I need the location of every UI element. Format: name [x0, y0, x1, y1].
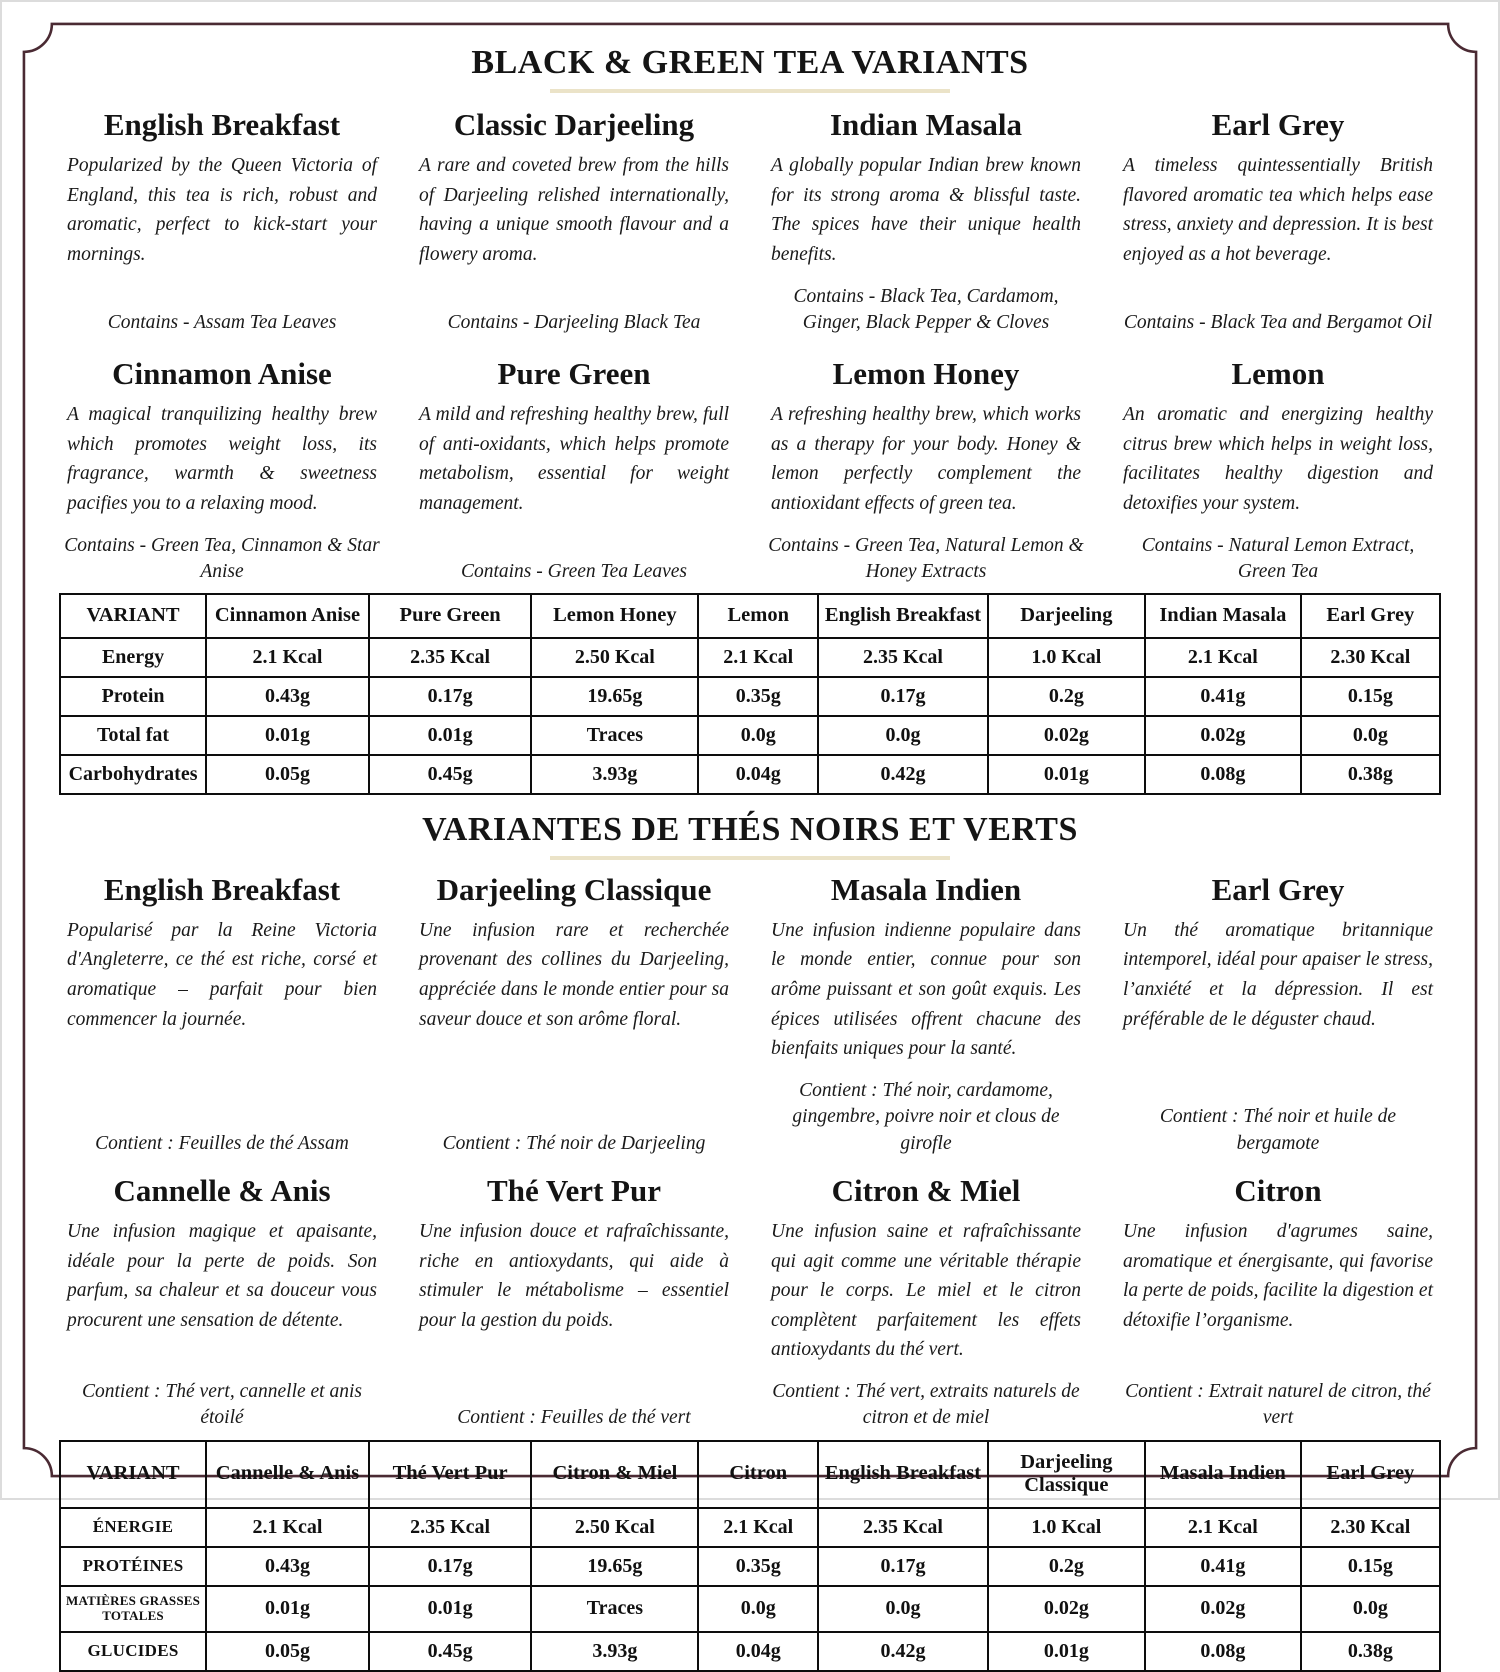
- variant-description: A refreshing healthy brew, which works as a therapy for your body. Honey & lemon perfectly complement the antioxidant effects of green tea.: [771, 404, 1081, 514]
- section-title: BLACK & GREEN TEA VARIANTS: [471, 44, 1029, 81]
- variant-name: Citron: [1234, 1172, 1322, 1208]
- variant-contains: Contient : Extrait naturel de citron, thé vert: [1125, 1381, 1431, 1429]
- variant-description: Une infusion indienne populaire dans le monde entier, connue pour son arôme puissant et son goût exquis. Les épices utilisées offrent chacune des bienfaits uniques pour la santé.: [771, 919, 1081, 1060]
- nutrient-value: Traces: [531, 1586, 698, 1632]
- nutrient-value: 0.01g: [988, 755, 1145, 794]
- nutrient-value: 0.02g: [988, 1586, 1145, 1632]
- nutrient-value: 0.0g: [1301, 1586, 1440, 1632]
- nutrient-label: Total fat: [60, 716, 206, 755]
- section-french: [59, 811, 1441, 1672]
- nutrient-value: 0.02g: [1145, 716, 1301, 755]
- variant-card: [763, 356, 1089, 585]
- variant-name: Thé Vert Pur: [487, 1172, 661, 1208]
- nutrient-value: 0.17g: [818, 677, 988, 716]
- nutrient-value: 2.30 Kcal: [1301, 638, 1440, 677]
- nutrient-value: 0.01g: [988, 1632, 1145, 1671]
- variant-name: Lemon Honey: [832, 356, 1020, 392]
- nutrient-value: 0.43g: [206, 1547, 369, 1586]
- variant-name: Classic Darjeeling: [453, 107, 695, 142]
- variant-description: A globally popular Indian brew known for its strong aroma & blissful taste. The spices have their unique health benefits.: [771, 155, 1081, 265]
- nutrient-value: 2.1 Kcal: [698, 1508, 818, 1547]
- table-variant-header: Pure Green: [369, 594, 532, 638]
- nutrient-value: 0.04g: [698, 755, 818, 794]
- variant-card: [59, 872, 385, 1157]
- nutrient-label: GLUCIDES: [60, 1632, 206, 1671]
- nutrition-table: [59, 1440, 1441, 1672]
- variant-description: Une infusion rare et recherchée provenant des collines du Darjeeling, appréciée dans le monde entier pour sa saveur douce et son arôme floral.: [419, 919, 729, 1030]
- nutrient-value: 2.35 Kcal: [369, 1508, 532, 1547]
- nutrition-table: [59, 593, 1441, 795]
- nutrient-value: 0.08g: [1145, 1632, 1301, 1671]
- nutrient-value: 0.41g: [1145, 677, 1301, 716]
- variant-description: A magical tranquilizing healthy brew which promotes weight loss, its fragrance, warmth & sweetness pacifies you to a relaxing mood.: [67, 404, 377, 514]
- variant-contains: Contains - Black Tea, Cardamom, Ginger, Black Pepper & Cloves: [793, 285, 1059, 333]
- table-variant-header: Citron: [698, 1441, 818, 1508]
- nutrient-value: 0.42g: [818, 1632, 988, 1671]
- table-variant-header: Earl Grey: [1301, 594, 1440, 638]
- table-row: [60, 1547, 1440, 1586]
- table-header-row: [60, 1441, 1440, 1508]
- nutrient-value: 0.08g: [1145, 755, 1301, 794]
- variant-contains: Contains - Assam Tea Leaves: [107, 311, 337, 333]
- variant-contains: Contient : Feuilles de thé Assam: [95, 1132, 349, 1154]
- nutrient-value: 2.35 Kcal: [369, 638, 532, 677]
- table-variant-header: English Breakfast: [818, 594, 988, 638]
- nutrient-value: 0.0g: [1301, 716, 1440, 755]
- nutrient-value: 2.1 Kcal: [1145, 1508, 1301, 1547]
- nutrient-value: 2.1 Kcal: [206, 1508, 369, 1547]
- variant-description: A rare and coveted brew from the hills of Darjeeling relished internationally, having a unique smooth flavour and a flowery aroma.: [419, 155, 729, 265]
- table-row: [60, 1508, 1440, 1547]
- table-corner-header: VARIANT: [60, 594, 206, 638]
- nutrient-value: 0.05g: [206, 1632, 369, 1671]
- title-underline-bar: [550, 856, 950, 860]
- variant-contains: Contains - Natural Lemon Extract, Green Tea: [1141, 534, 1415, 582]
- variant-description: An aromatic and energizing healthy citrus brew which helps in weight loss, facilitates healthy digestion and detoxifies your system.: [1123, 404, 1433, 514]
- variant-contains: Contient : Thé vert, cannelle et anis étoilé: [82, 1381, 362, 1429]
- nutrient-label: PROTÉINES: [60, 1547, 206, 1586]
- variant-contains: Contains - Green Tea, Natural Lemon & Honey Extracts: [768, 534, 1084, 582]
- table-row: [60, 755, 1440, 794]
- nutrient-value: 0.04g: [698, 1632, 818, 1671]
- variant-name: Cinnamon Anise: [112, 356, 332, 392]
- variant-name: English Breakfast: [103, 871, 341, 907]
- variant-card: [1115, 107, 1441, 336]
- variant-cards-grid: [59, 107, 1441, 585]
- variant-card: [1115, 356, 1441, 585]
- nutrient-label: Carbohydrates: [60, 755, 206, 794]
- table-variant-header: Cinnamon Anise: [206, 594, 369, 638]
- table-variant-header: Cannelle & Anis: [206, 1441, 369, 1508]
- variant-contains: Contient : Thé noir et huile de bergamote: [1159, 1106, 1397, 1154]
- variant-card: [1115, 872, 1441, 1157]
- nutrient-value: 0.43g: [206, 677, 369, 716]
- nutrient-value: 3.93g: [531, 1632, 698, 1671]
- variant-cards-grid: [59, 872, 1441, 1432]
- table-variant-header: Citron & Miel: [531, 1441, 698, 1508]
- variant-description: A timeless quintessentially British flavored aromatic tea which helps ease stress, anxiety and depression. It is best enjoyed as a hot beverage.: [1123, 155, 1433, 265]
- variant-name: Cannelle & Anis: [113, 1172, 331, 1208]
- table-variant-header: Lemon: [698, 594, 818, 638]
- variant-name: Earl Grey: [1211, 107, 1345, 142]
- label-content: [2, 2, 1498, 1662]
- nutrient-value: 0.02g: [1145, 1586, 1301, 1632]
- nutrient-value: 2.35 Kcal: [818, 638, 988, 677]
- variant-name: Indian Masala: [829, 107, 1023, 142]
- variant-card: [763, 872, 1089, 1157]
- variant-contains: Contains - Green Tea, Cinnamon & Star Anise: [64, 534, 380, 582]
- variant-description: Popularisé par la Reine Victoria d'Angleterre, ce thé est riche, corsé et aromatique – parfait pour bien commencer la journée.: [67, 919, 377, 1030]
- variant-name: Darjeeling Classique: [436, 871, 712, 907]
- table-variant-header: Lemon Honey: [531, 594, 698, 638]
- table-row: [60, 1586, 1440, 1632]
- variant-contains: Contains - Black Tea and Bergamot Oil: [1123, 311, 1433, 333]
- variant-contains: Contains - Green Tea Leaves: [460, 560, 688, 582]
- nutrient-value: 0.0g: [818, 716, 988, 755]
- variant-contains: Contains - Darjeeling Black Tea: [447, 311, 701, 333]
- variant-description: Popularized by the Queen Victoria of England, this tea is rich, robust and aromatic, perfect to kick-start your mornings.: [67, 155, 377, 265]
- variant-card: [411, 356, 737, 585]
- variant-contains: Contient : Thé vert, extraits naturels de citron et de miel: [772, 1381, 1080, 1429]
- variant-card: [59, 1173, 385, 1432]
- nutrient-value: 0.01g: [206, 1586, 369, 1632]
- nutrient-value: 0.17g: [369, 677, 532, 716]
- nutrient-value: 19.65g: [531, 677, 698, 716]
- variant-card: [411, 1173, 737, 1432]
- variant-card: [411, 872, 737, 1157]
- nutrient-label: MATIÈRES GRASSES TOTALES: [60, 1586, 206, 1632]
- nutrient-value: 0.2g: [988, 1547, 1145, 1586]
- variant-contains: Contient : Thé noir de Darjeeling: [442, 1132, 706, 1154]
- nutrient-value: 1.0 Kcal: [988, 1508, 1145, 1547]
- table-variant-header: Masala Indien: [1145, 1441, 1301, 1508]
- variant-card: [59, 356, 385, 585]
- variant-description: Un thé aromatique britannique intemporel, idéal pour apaiser le stress, l’anxiété et la dépression. Il est préférable de le déguster chaud.: [1123, 919, 1433, 1030]
- nutrient-value: 19.65g: [531, 1547, 698, 1586]
- variant-contains: Contient : Thé noir, cardamome, gingembre, poivre noir et clous de girofle: [792, 1079, 1060, 1154]
- variant-name: Masala Indien: [830, 871, 1022, 907]
- nutrient-label: Energy: [60, 638, 206, 677]
- table-row: [60, 677, 1440, 716]
- nutrient-value: 1.0 Kcal: [988, 638, 1145, 677]
- variant-card: [59, 107, 385, 336]
- variant-name: English Breakfast: [103, 107, 341, 142]
- nutrient-value: 0.35g: [698, 1547, 818, 1586]
- variant-name: Lemon: [1231, 356, 1325, 392]
- variant-description: Une infusion d'agrumes saine, aromatique et énergisante, qui favorise la perte de poids, facilite la digestion et détoxifie l’organisme.: [1123, 1220, 1433, 1331]
- nutrient-value: 0.0g: [698, 716, 818, 755]
- table-row: [60, 638, 1440, 677]
- nutrient-value: 0.41g: [1145, 1547, 1301, 1586]
- nutrient-value: 0.35g: [698, 677, 818, 716]
- nutrient-value: 0.17g: [369, 1547, 532, 1586]
- nutrient-value: 2.1 Kcal: [1145, 638, 1301, 677]
- nutrient-value: 0.15g: [1301, 1547, 1440, 1586]
- table-variant-header: Indian Masala: [1145, 594, 1301, 638]
- nutrient-value: 0.0g: [698, 1586, 818, 1632]
- table-variant-header: Earl Grey: [1301, 1441, 1440, 1508]
- nutrient-value: 2.50 Kcal: [531, 1508, 698, 1547]
- variant-name: Earl Grey: [1211, 871, 1345, 907]
- table-variant-header: Darjeeling: [988, 594, 1145, 638]
- table-header-row: [60, 594, 1440, 638]
- nutrient-value: 0.45g: [369, 1632, 532, 1671]
- table-variant-header: English Breakfast: [818, 1441, 988, 1508]
- section-title: VARIANTES DE THÉS NOIRS ET VERTS: [422, 810, 1078, 848]
- nutrient-value: Traces: [531, 716, 698, 755]
- nutrient-value: 2.1 Kcal: [698, 638, 818, 677]
- nutrient-value: 0.15g: [1301, 677, 1440, 716]
- variant-name: Pure Green: [497, 356, 651, 392]
- nutrient-value: 0.38g: [1301, 755, 1440, 794]
- nutrient-value: 2.35 Kcal: [818, 1508, 988, 1547]
- nutrient-value: 0.01g: [369, 1586, 532, 1632]
- nutrient-value: 0.38g: [1301, 1632, 1440, 1671]
- variant-card: [411, 107, 737, 336]
- nutrient-value: 0.0g: [818, 1586, 988, 1632]
- title-underline-bar: [550, 89, 950, 93]
- nutrient-value: 0.42g: [818, 755, 988, 794]
- variant-description: A mild and refreshing healthy brew, full of anti-oxidants, which helps promote metabolism, essential for weight management.: [419, 404, 729, 514]
- nutrient-value: 0.01g: [369, 716, 532, 755]
- table-row: [60, 716, 1440, 755]
- nutrient-value: 0.02g: [988, 716, 1145, 755]
- variant-description: Une infusion saine et rafraîchissante qui agit comme une véritable thérapie pour le corps. Le miel et le citron complètent parfaitement les effets antioxydants du thé vert.: [771, 1220, 1081, 1361]
- variant-description: Une infusion magique et apaisante, idéale pour la perte de poids. Son parfum, sa chaleur et sa douceur vous procurent une sensation de détente.: [67, 1220, 377, 1331]
- nutrient-value: 0.2g: [988, 677, 1145, 716]
- nutrient-value: 2.30 Kcal: [1301, 1508, 1440, 1547]
- nutrient-label: Protein: [60, 677, 206, 716]
- nutrient-value: 0.45g: [369, 755, 532, 794]
- variant-contains: Contient : Feuilles de thé vert: [457, 1407, 691, 1429]
- nutrient-value: 0.01g: [206, 716, 369, 755]
- section-english: [59, 44, 1441, 795]
- table-variant-header: Darjeeling Classique: [988, 1441, 1145, 1508]
- table-row: [60, 1632, 1440, 1671]
- nutrient-value: 0.05g: [206, 755, 369, 794]
- nutrient-value: 2.50 Kcal: [531, 638, 698, 677]
- table-variant-header: Thé Vert Pur: [369, 1441, 532, 1508]
- variant-card: [1115, 1173, 1441, 1432]
- nutrient-value: 0.17g: [818, 1547, 988, 1586]
- nutrient-value: 2.1 Kcal: [206, 638, 369, 677]
- table-corner-header: VARIANT: [60, 1441, 206, 1508]
- variant-card: [763, 1173, 1089, 1432]
- variant-name: Citron & Miel: [831, 1172, 1021, 1208]
- nutrient-label: ÉNERGIE: [60, 1508, 206, 1547]
- variant-card: [763, 107, 1089, 336]
- variant-description: Une infusion douce et rafraîchissante, riche en antioxydants, qui aide à stimuler le métabolisme – essentiel pour la gestion du poids.: [419, 1220, 729, 1331]
- nutrient-value: 3.93g: [531, 755, 698, 794]
